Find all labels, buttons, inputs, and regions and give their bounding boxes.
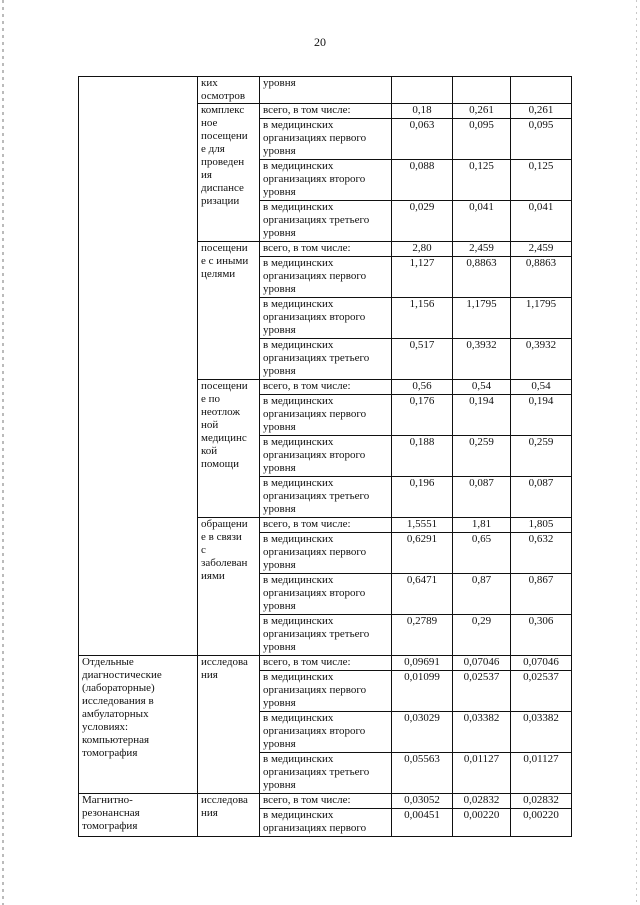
value-cell: 0,088 (392, 160, 453, 201)
visit-type-cell: исследова ния (198, 656, 260, 794)
level-cell: в медицинских организациях третьего уровня (260, 753, 392, 794)
value-cell: 1,5551 (392, 518, 453, 533)
value-cell: 0,8863 (511, 257, 572, 298)
value-cell: 1,1795 (511, 298, 572, 339)
value-cell: 0,65 (453, 533, 511, 574)
value-cell: 0,261 (511, 104, 572, 119)
value-cell: 0,56 (392, 380, 453, 395)
value-cell: 0,6471 (392, 574, 453, 615)
level-cell: в медицинских организациях первого уровня (260, 533, 392, 574)
value-cell: 0,259 (511, 436, 572, 477)
level-cell: в медицинских организациях третьего уровня (260, 201, 392, 242)
level-cell: в медицинских организациях первого уровня (260, 395, 392, 436)
level-cell: в медицинских организациях первого уровня (260, 257, 392, 298)
level-cell: всего, в том числе: (260, 242, 392, 257)
value-cell: 0,259 (453, 436, 511, 477)
category-cell: Магнитно- резонансная томография (79, 794, 198, 837)
value-cell: 2,459 (511, 242, 572, 257)
value-cell: 0,194 (511, 395, 572, 436)
value-cell: 0,261 (453, 104, 511, 119)
value-cell: 0,6291 (392, 533, 453, 574)
visit-type-cell: ких осмотров (198, 77, 260, 104)
level-cell: в медицинских организациях первого уровня (260, 119, 392, 160)
level-cell: в медицинских организациях третьего уровня (260, 339, 392, 380)
table-row (79, 656, 572, 671)
value-cell: 0,3932 (511, 339, 572, 380)
value-cell: 0,306 (511, 615, 572, 656)
level-cell: в медицинских организациях третьего уровня (260, 615, 392, 656)
value-cell: 0,07046 (511, 656, 572, 671)
value-cell: 0,01099 (392, 671, 453, 712)
value-cell: 1,1795 (453, 298, 511, 339)
value-cell: 0,517 (392, 339, 453, 380)
visit-type-cell: посещени е с иными целями (198, 242, 260, 380)
level-cell: уровня (260, 77, 392, 104)
value-cell: 0,095 (511, 119, 572, 160)
level-cell: в медицинских организациях третьего уровня (260, 477, 392, 518)
value-cell: 0,54 (453, 380, 511, 395)
value-cell: 0,03382 (511, 712, 572, 753)
value-cell: 0,03382 (453, 712, 511, 753)
value-cell: 1,805 (511, 518, 572, 533)
level-cell: в медицинских организациях первого (260, 809, 392, 837)
table-row (79, 77, 572, 104)
value-cell: 0,05563 (392, 753, 453, 794)
value-cell (511, 77, 572, 104)
value-cell: 0,09691 (392, 656, 453, 671)
level-cell: в медицинских организациях второго уровня (260, 712, 392, 753)
value-cell: 0,063 (392, 119, 453, 160)
category-cell (79, 77, 198, 656)
value-cell: 0,867 (511, 574, 572, 615)
value-cell: 0,02537 (511, 671, 572, 712)
value-cell: 0,3932 (453, 339, 511, 380)
value-cell: 1,81 (453, 518, 511, 533)
level-cell: всего, в том числе: (260, 518, 392, 533)
value-cell (392, 77, 453, 104)
value-cell: 0,2789 (392, 615, 453, 656)
value-cell: 0,176 (392, 395, 453, 436)
visit-type-cell: исследова ния (198, 794, 260, 837)
value-cell: 0,087 (453, 477, 511, 518)
value-cell: 0,00451 (392, 809, 453, 837)
value-cell: 1,127 (392, 257, 453, 298)
value-cell: 0,02832 (511, 794, 572, 809)
scan-left-edge (2, 0, 4, 905)
value-cell: 0,029 (392, 201, 453, 242)
value-cell: 2,459 (453, 242, 511, 257)
value-cell: 0,54 (511, 380, 572, 395)
table-row (79, 794, 572, 809)
value-cell: 0,194 (453, 395, 511, 436)
value-cell (453, 77, 511, 104)
value-cell: 0,02537 (453, 671, 511, 712)
value-cell: 0,8863 (453, 257, 511, 298)
level-cell: в медицинских организациях второго уровня (260, 574, 392, 615)
value-cell: 0,18 (392, 104, 453, 119)
value-cell: 0,095 (453, 119, 511, 160)
page-number: 20 (314, 35, 326, 49)
value-cell: 0,03052 (392, 794, 453, 809)
value-cell: 0,125 (511, 160, 572, 201)
level-cell: в медицинских организациях второго уровня (260, 436, 392, 477)
visit-type-cell: обращени е в связи с заболеван иями (198, 518, 260, 656)
level-cell: всего, в том числе: (260, 380, 392, 395)
value-cell: 0,188 (392, 436, 453, 477)
value-cell: 0,03029 (392, 712, 453, 753)
visit-type-cell: посещени е по неотлож ной медицинс кой помощи (198, 380, 260, 518)
level-cell: всего, в том числе: (260, 104, 392, 119)
level-cell: всего, в том числе: (260, 656, 392, 671)
level-cell: в медицинских организациях второго уровня (260, 160, 392, 201)
indicators-table (78, 76, 572, 837)
value-cell: 0,29 (453, 615, 511, 656)
level-cell: в медицинских организациях второго уровня (260, 298, 392, 339)
level-cell: в медицинских организациях первого уровня (260, 671, 392, 712)
visit-type-cell: комплекс ное посещени е для проведен ия диспансе ризации (198, 104, 260, 242)
value-cell: 0,01127 (511, 753, 572, 794)
value-cell: 0,041 (511, 201, 572, 242)
value-cell: 0,01127 (453, 753, 511, 794)
value-cell: 0,087 (511, 477, 572, 518)
scan-right-edge (636, 0, 637, 905)
category-cell: Отдельные диагностические (лабораторные) исследования в амбулаторных условиях: компьютерная томография (79, 656, 198, 794)
value-cell: 0,87 (453, 574, 511, 615)
value-cell: 0,07046 (453, 656, 511, 671)
value-cell: 1,156 (392, 298, 453, 339)
value-cell: 0,00220 (453, 809, 511, 837)
value-cell: 0,125 (453, 160, 511, 201)
value-cell: 0,02832 (453, 794, 511, 809)
value-cell: 0,00220 (511, 809, 572, 837)
value-cell: 0,632 (511, 533, 572, 574)
level-cell: всего, в том числе: (260, 794, 392, 809)
value-cell: 0,041 (453, 201, 511, 242)
value-cell: 0,196 (392, 477, 453, 518)
value-cell: 2,80 (392, 242, 453, 257)
